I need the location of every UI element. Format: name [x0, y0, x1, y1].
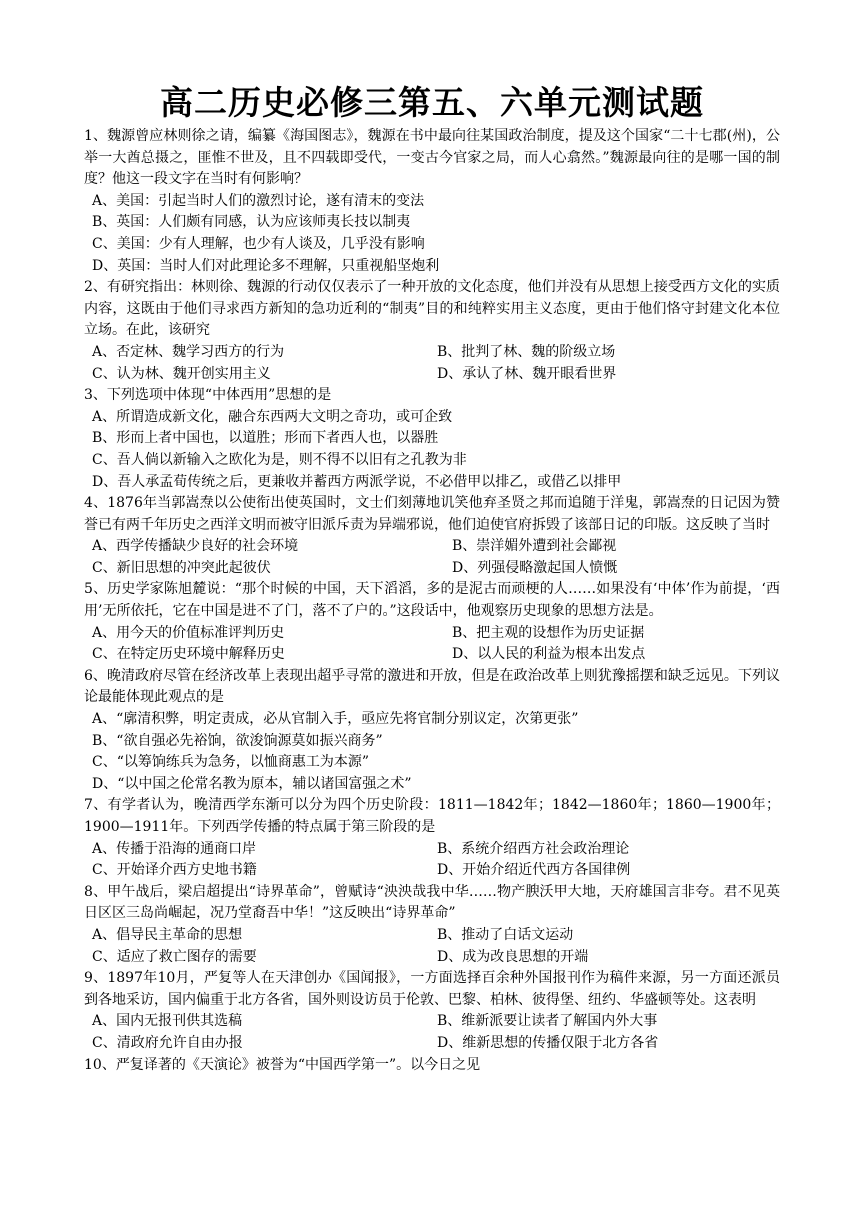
question-stem: 4、1876年当郭嵩焘以公使衔出使英国时，文士们刻薄地讥笑他弃圣贤之邦而追随于洋鬼，郭嵩焘的日记因为赞誉已有两千年历史之西洋文明而被守旧派斥责为异端邪说，他们迫使官府拆毁了该部日记的印版。这反映了当时 — [84, 495, 780, 533]
option-a: A、所谓造成新文化，融合东西两大文明之奇功，或可企致 — [92, 408, 453, 425]
question-stem: 6、晚清政府尽管在经济改革上表现出超乎寻常的激进和开放，但是在政治改革上则犹豫摇摆和缺乏远见。下列议论最能体现此观点的是 — [84, 667, 780, 706]
option-c: C、美国：少有人理解，也少有人谈及，几乎没有影响 — [92, 235, 425, 252]
question-stem: 5、历史学家陈旭麓说：“那个时候的中国，天下滔滔，多的是泥古而顽梗的人……如果没有‘中体’作为前提，‘西用’无所依托，它在中国是进不了门，落不了户的。”这段话中，他观察历史现象的思想方法是。 — [84, 581, 780, 620]
option-c: C、清政府允许自由办报 — [92, 1034, 243, 1051]
option-d: D、维新思想的传播仅限于北方各省 — [437, 1034, 659, 1051]
question-stem: 8、甲午战后，梁启超提出“诗界革命”，曾赋诗“泱泱哉我中华……物产腴沃甲大地，天府雄国言非夸。君不见英日区区三岛尚崛起，况乃堂裔吾中华！”这反映出“诗界革命” — [84, 883, 780, 922]
question-1 — [84, 126, 780, 277]
question-10 — [84, 1055, 780, 1077]
page-title: 高二历史必修三第五、六单元测试题 — [160, 83, 704, 122]
option-d: D、列强侵略激起国人愤慨 — [452, 559, 618, 576]
option-c: C、吾人倘以新输入之欧化为是，则不得不以旧有之孔教为非 — [92, 451, 467, 468]
option-b: B、推动了白话文运动 — [437, 926, 574, 943]
option-a: A、用今天的价值标准评判历史 — [92, 624, 285, 641]
question-stem: 9、1897年10月，严复等人在天津创办《国闻报》，一方面选择百余种外国报刊作为稿件来源，另一方面还派员到各地采访，国内偏重于北方各省，国外则设访员于伦敦、巴黎、柏林、彼得堡、纽约、华盛顿等处。这表明 — [84, 970, 780, 1008]
question-9 — [84, 968, 780, 1054]
option-d: D、开始介绍近代西方各国律例 — [437, 862, 631, 879]
option-b: B、批判了林、魏的阶级立场 — [437, 343, 616, 360]
option-c: C、开始译介西方史地书籍 — [92, 862, 257, 879]
option-c: C、在特定历史环境中解释历史 — [92, 646, 285, 663]
question-5 — [84, 579, 780, 665]
question-stem: 10、严复译著的《天演论》被誉为“中国西学第一”。以今日之见 — [84, 1056, 481, 1073]
option-b: B、维新派要让读者了解国内外大事 — [437, 1013, 658, 1030]
question-stem: 1、魏源曾应林则徐之请，编纂《海国图志》，魏源在书中最向往某国政治制度，提及这个国家“二十七郡(州)，公举一大酋总摄之，匪惟不世及，且不四载即受代，一变古今官家之局，而人心翕然。”魏源最向往的是哪一国的制度？他这一段文字在当时有何影响？ — [84, 128, 780, 188]
exam-page — [84, 82, 780, 1076]
option-a: A、否定林、魏学习西方的行为 — [92, 343, 285, 360]
option-a: A、“廓清积弊，明定责成，必从官制入手，亟应先将官制分别议定，次第更张” — [92, 711, 579, 728]
question-stem: 2、有研究指出：林则徐、魏源的行动仅仅表示了一种开放的文化态度，他们并没有从思想上接受西方文化的实质内容，这既由于他们寻求西方新知的急功近利的“制夷”目的和纯粹实用主义态度，更由于他们恪守封建文化本位立场。在此，该研究 — [84, 279, 780, 339]
option-a: A、倡导民主革命的思想 — [92, 926, 243, 943]
question-8 — [84, 882, 780, 968]
option-b: B、系统介绍西方社会政治理论 — [437, 840, 630, 857]
question-stem: 3、下列选项中体现“中体西用”思想的是 — [84, 387, 332, 404]
option-d: D、成为改良思想的开端 — [437, 948, 589, 965]
option-a: A、传播于沿海的通商口岸 — [92, 840, 257, 857]
question-2 — [84, 277, 780, 385]
question-3 — [84, 385, 780, 493]
option-a: A、国内无报刊供其选稿 — [92, 1013, 243, 1030]
option-d: D、英国：当时人们对此理论多不理解，只重视船坚炮利 — [92, 257, 440, 274]
question-4 — [84, 493, 780, 579]
option-d: D、以人民的利益为根本出发点 — [452, 646, 646, 663]
option-d: D、吾人承孟荀传统之后，更兼收并蓄西方两派学说，不必借甲以排乙，或借乙以排甲 — [92, 473, 622, 490]
option-b: B、英国：人们颇有同感，认为应该师夷长技以制夷 — [92, 214, 411, 231]
option-a: A、美国：引起当时人们的激烈讨论，遂有清末的变法 — [92, 192, 425, 209]
option-b: B、崇洋媚外遭到社会鄙视 — [452, 538, 617, 555]
option-c: C、认为林、魏开创实用主义 — [92, 365, 271, 382]
option-b: B、把主观的设想作为历史证据 — [452, 624, 645, 641]
option-a: A、西学传播缺少良好的社会环境 — [92, 538, 299, 555]
option-d: D、“以中国之伦常名教为原本，辅以诸国富强之术” — [92, 775, 412, 792]
option-d: D、承认了林、魏开眼看世界 — [437, 365, 617, 382]
option-b: B、“欲自强必先裕饷，欲浚饷源莫如振兴商务” — [92, 732, 383, 749]
question-6 — [84, 666, 780, 796]
option-c: C、“以筹饷练兵为急务，以恤商惠工为本源” — [92, 754, 370, 771]
option-b: B、形而上者中国也，以道胜；形而下者西人也，以器胜 — [92, 430, 439, 447]
question-stem: 7、有学者认为，晚清西学东渐可以分为四个历史阶段：1811—1842年；1842—1860年；1860—1900年；1900—1911年。下列西学传播的特点属于第三阶段的是 — [84, 797, 780, 835]
option-c: C、新旧思想的冲突此起彼伏 — [92, 559, 271, 576]
question-7 — [84, 795, 780, 881]
option-c: C、适应了救亡图存的需要 — [92, 948, 257, 965]
